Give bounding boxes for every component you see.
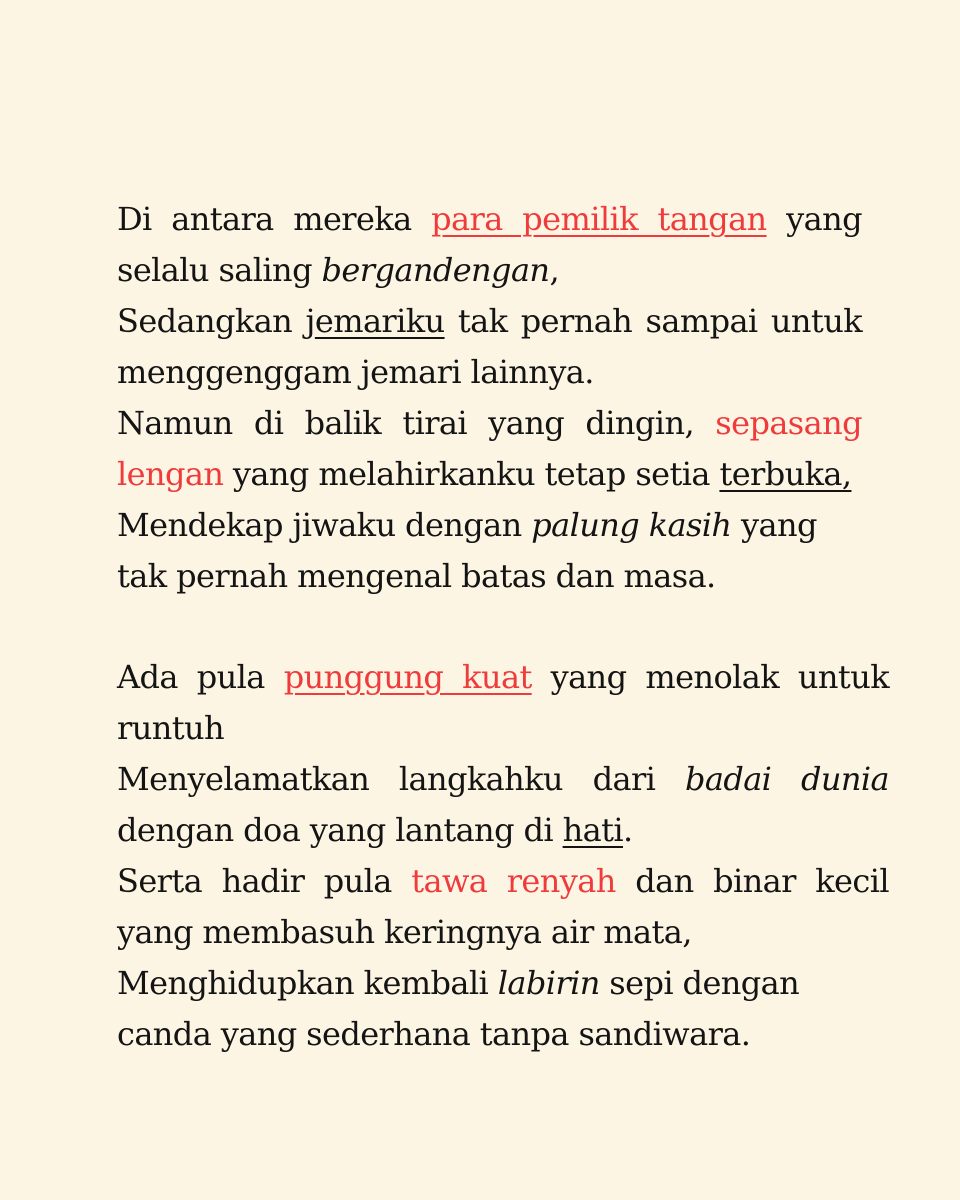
text-run: Serta hadir pula (117, 862, 412, 900)
italic-labirin: labirin (497, 964, 600, 1002)
text-run: Namun di balik tirai yang dingin, (117, 404, 716, 442)
stanza-1 (117, 194, 862, 602)
text-run: yang selalu saling (117, 200, 862, 289)
text-run: Menyelamatkan langkahku dari (117, 760, 685, 798)
text-run: dan binar kecil yang membasuh keringnya air mata, (117, 862, 889, 951)
stanza-2-line-3 (117, 856, 889, 958)
italic-badai-dunia: badai dunia (684, 760, 889, 798)
stanza-2-line-2 (117, 754, 889, 856)
text-run: yang melahirkanku tetap setia (223, 455, 720, 493)
text-run: tak pernah sampai untuk menggenggam jemari lainnya. (117, 302, 862, 391)
highlight-sepasang-lengan: sepasang lengan (117, 404, 862, 493)
text-run: , (549, 251, 560, 289)
text-run: Di antara mereka (117, 200, 432, 238)
stanza-2-line-4 (117, 958, 889, 1060)
text-run: Ada pula (117, 658, 284, 696)
highlight-punggung-kuat: punggung kuat (283, 658, 532, 696)
highlight-tawa-renyah: tawa renyah (411, 862, 616, 900)
text-run: yang menolak untuk runtuh (117, 658, 889, 747)
stanza-2 (117, 652, 889, 1060)
text-run: Menghidupkan kembali (117, 964, 498, 1002)
text-run: sepi dengan canda yang sederhana tanpa sandiwara. (117, 964, 800, 1053)
text-run: . (623, 811, 633, 849)
stanza-1-line-4 (117, 500, 862, 602)
text-run: Sedangkan j (117, 302, 315, 340)
underline-jemariku: emariku (314, 302, 445, 340)
stanza-2-line-1 (117, 652, 889, 754)
underline-terbuka: terbuka, (719, 455, 852, 493)
underline-hati: hati (562, 811, 624, 849)
italic-bergandengan: bergandengan (321, 251, 550, 289)
text-run: dengan doa yang lantang di (117, 811, 563, 849)
stanza-1-line-1 (117, 194, 862, 296)
stanza-1-line-3 (117, 398, 862, 500)
text-run: yang tak pernah mengenal batas dan masa. (117, 506, 817, 595)
stanza-1-line-2 (117, 296, 862, 398)
italic-palung-kasih: palung kasih (531, 506, 732, 544)
text-run: Mendekap jiwaku dengan (117, 506, 532, 544)
highlight-para-pemilik-tangan: para pemilik tangan (431, 200, 767, 238)
